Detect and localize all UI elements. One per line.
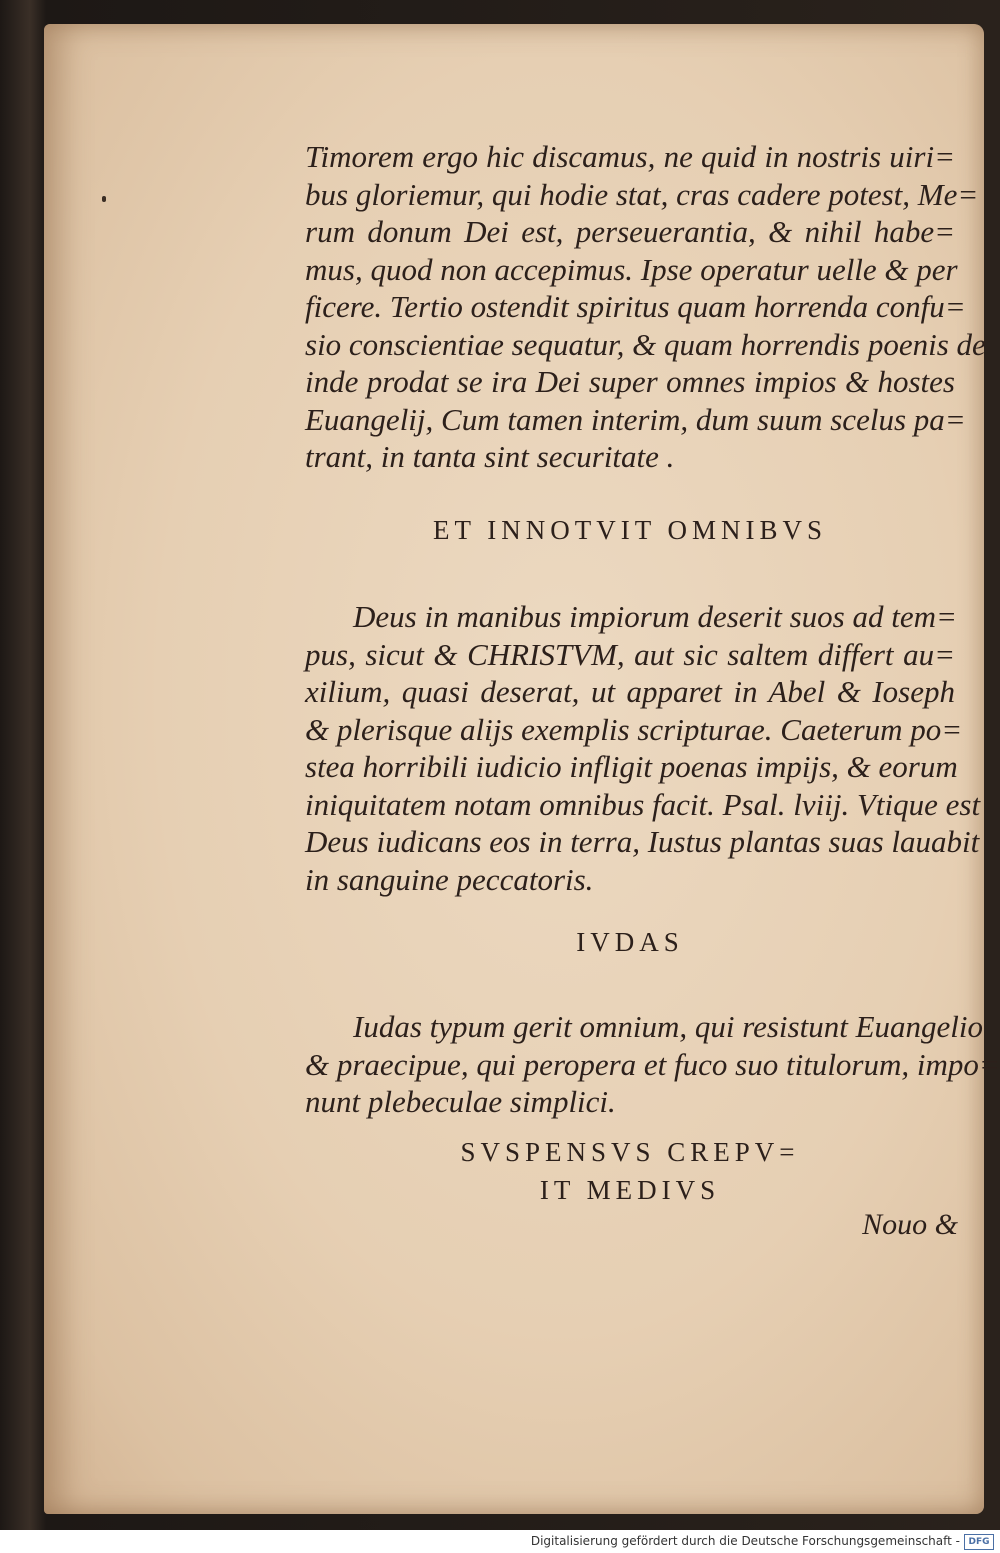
dfg-logo: DFG [964, 1534, 994, 1550]
digitization-footer [0, 1530, 1000, 1553]
text-line: bus gloriemur, qui hodie stat, cras cadere potest, Me= [305, 176, 979, 212]
text-line: mus, quod non accepimus. Ipse operatur uelle & per [305, 251, 958, 287]
text-line: trant, in tanta sint securitate . [305, 439, 675, 474]
text-line: Iudas typum gerit omnium, qui resistunt Euangelio [353, 1009, 984, 1044]
text-line: Deus in manibus impiorum deserit suos ad tem= [353, 599, 957, 634]
funding-credit: Digitalisierung gefördert durch die Deutsche Forschungsgemeinschaft - [530, 1534, 960, 1548]
section-heading-suspensus-line2: IT MEDIVS [539, 1175, 721, 1205]
text-line: nunt plebeculae simplici. [305, 1084, 616, 1119]
text-line: inde prodat se ira Dei super omnes impios & hostes [305, 364, 955, 399]
section-heading-ivdas: IVDAS [576, 927, 684, 957]
text-line: ficere. Tertio ostendit spiritus quam horrenda confu= [305, 289, 966, 324]
text-line: Timorem ergo hic discamus, ne quid in nostris uiri= [305, 139, 955, 174]
text-line: in sanguine peccatoris. [305, 861, 594, 897]
text-line: stea horribili iudicio infligit poenas impijs, & eorum [305, 749, 958, 784]
section-heading-et-innotvit: ET INNOTVIT OMNIBVS [433, 515, 827, 545]
ink-speck [102, 196, 106, 202]
text-line: & praecipue, qui peropera et fuco suo titulorum, impo= [305, 1046, 1000, 1082]
catchword: Nouo & [862, 1208, 958, 1241]
paragraph-3 [305, 1008, 1000, 1121]
text-line: rum donum Dei est, perseuerantia, & nihil habe= [305, 214, 955, 249]
text-line: xilium, quasi deserat, ut apparet in Abel & Ioseph [305, 674, 955, 709]
section-heading-suspensus-line1: SVSPENSVS CREPV= [460, 1137, 800, 1167]
text-line: pus, sicut & CHRISTVM, aut sic saltem differt au= [305, 636, 955, 672]
text-line: Deus iudicans eos in terra, Iustus plantas suas lauabit [305, 824, 980, 859]
text-line: sio conscientiae sequatur, & quam horrendis poenis de [305, 326, 986, 362]
text-line: Euangelij, Cum tamen interim, dum suum scelus pa= [305, 401, 966, 437]
paragraph-2 [305, 598, 981, 898]
text-line: iniquitatem notam omnibus facit. Psal. lviij. Vtique est [305, 786, 981, 822]
text-line: & plerisque alijs exemplis scripturae. Caeterum po= [305, 711, 963, 747]
paragraph-1 [305, 138, 986, 476]
